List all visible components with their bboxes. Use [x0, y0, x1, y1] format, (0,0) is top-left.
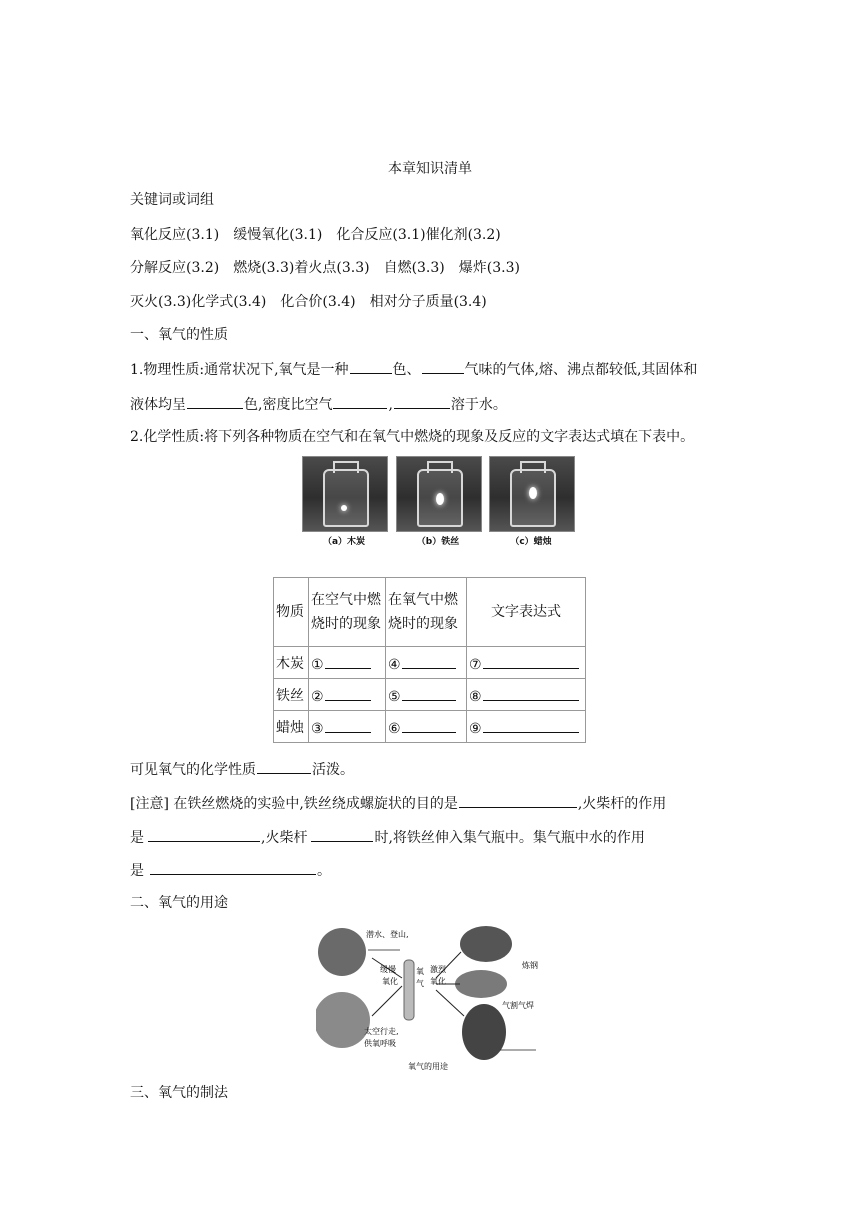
header-air: 在空气中燃 烧时的现象	[309, 578, 386, 647]
keywords-heading: 关键词或词组	[130, 192, 214, 208]
steelmaking-photo	[460, 926, 512, 962]
note-text-4: ,火柴杆	[261, 830, 308, 846]
intense-oxidation-label-2: 氧化	[430, 977, 446, 986]
blank-match-timing[interactable]	[311, 826, 373, 842]
note-text-1: [注意] 在铁丝燃烧的实验中,铁丝绕成螺旋状的目的是	[130, 796, 458, 812]
space-walk-label: 太空行走,	[364, 1027, 399, 1036]
slow-oxidation-label: 缓慢	[380, 965, 396, 974]
note-line-3	[130, 859, 730, 881]
breathing-label: 供氧呼吸	[364, 1039, 396, 1048]
keywords-line-2: 分解反应(3.2) 燃烧(3.3)着火点(3.3) 自燃(3.3) 爆炸(3.3)	[130, 260, 520, 276]
charcoal-jar-photo	[302, 456, 388, 532]
conclusion-line	[130, 758, 730, 780]
row-name: 铁丝	[274, 679, 309, 711]
physical-text-3: 气味的气体,熔、沸点都较低,其固体和	[464, 362, 698, 378]
conclusion-text-a: 可见氧气的化学性质	[130, 762, 256, 778]
physical-properties-line-2	[130, 393, 730, 415]
welding-label: 气割气焊	[502, 1001, 534, 1010]
candle-jar-photo	[489, 456, 575, 532]
photo-caption-b: （b）铁丝	[416, 537, 460, 547]
blank-activity[interactable]	[257, 758, 311, 774]
photo-caption-a: （a）木炭	[322, 537, 366, 547]
table-row	[274, 711, 586, 743]
header-substance: 物质	[274, 578, 309, 647]
row-name: 蜡烛	[274, 711, 309, 743]
header-oxygen: 在氧气中燃 烧时的现象	[386, 578, 467, 647]
cell-oxygen[interactable]: ⑥	[386, 711, 467, 743]
physical-text-1: 1.物理性质:通常状况下,氧气是一种	[130, 362, 349, 378]
note-text-3: 是	[130, 830, 144, 846]
slow-oxidation-label-2: 氧化	[382, 977, 398, 986]
physical-text-2: 色、	[392, 362, 421, 378]
combustion-table	[273, 577, 586, 743]
page-title: 本章知识清单	[388, 161, 472, 177]
note-line-2	[130, 826, 730, 848]
diagram-caption: 氧气的用途	[408, 1062, 448, 1071]
note-text-7: 。	[317, 863, 331, 879]
physical-text-4: 液体均呈	[130, 397, 186, 413]
cell-expression[interactable]: ⑨	[467, 711, 586, 743]
cell-air[interactable]: ①	[309, 647, 386, 679]
table-row	[274, 679, 586, 711]
conclusion-text-b: 活泼。	[312, 762, 354, 778]
section-2-heading: 二、氧气的用途	[130, 895, 228, 911]
intense-oxidation-label: 激烈	[430, 965, 446, 974]
diving-photo	[318, 928, 366, 976]
table-row	[274, 647, 586, 679]
note-text-6: 是	[130, 863, 144, 879]
cell-air[interactable]: ②	[309, 679, 386, 711]
oxygen-label-2: 气	[416, 979, 424, 988]
note-line-1	[130, 792, 730, 814]
keywords-line-1: 氧化反应(3.1) 缓慢氧化(3.1) 化合反应(3.1)催化剂(3.2)	[130, 227, 501, 243]
physical-text-6: ,	[388, 397, 393, 413]
photo-caption-c: （c）蜡烛	[510, 537, 552, 547]
cell-expression[interactable]: ⑦	[467, 647, 586, 679]
welding-photo	[455, 970, 507, 998]
table-header-row	[274, 578, 586, 647]
header-expression: 文字表达式	[467, 578, 586, 647]
physical-properties-line-1	[130, 358, 730, 380]
blank-density[interactable]	[333, 393, 387, 409]
blank-solubility[interactable]	[394, 393, 450, 409]
blank-match-role[interactable]	[148, 826, 260, 842]
blank-color[interactable]	[350, 358, 392, 374]
oxygen-uses-diagram	[316, 922, 546, 1082]
cell-oxygen[interactable]: ⑤	[386, 679, 467, 711]
iron-wire-jar-photo	[396, 456, 482, 532]
blank-solid-color[interactable]	[187, 393, 243, 409]
section-1-heading: 一、氧气的性质	[130, 327, 228, 343]
blank-smell[interactable]	[422, 358, 464, 374]
rocket-photo	[462, 1004, 506, 1060]
astronaut-photo	[316, 992, 370, 1048]
oxygen-label-1: 氧	[416, 967, 424, 976]
row-name: 木炭	[274, 647, 309, 679]
steelmaking-label: 炼钢	[522, 961, 538, 970]
cell-air[interactable]: ③	[309, 711, 386, 743]
section-3-heading: 三、氧气的制法	[130, 1085, 228, 1101]
cell-expression[interactable]: ⑧	[467, 679, 586, 711]
cell-oxygen[interactable]: ④	[386, 647, 467, 679]
physical-text-5: 色,密度比空气	[244, 397, 333, 413]
blank-water-role[interactable]	[150, 859, 316, 875]
dive-label: 潜水、登山,	[366, 930, 409, 939]
chemical-properties-line: 2.化学性质:将下列各种物质在空气和在氧气中燃烧的现象及反应的文字表达式填在下表中。	[130, 429, 695, 445]
oxygen-cylinder-icon	[404, 960, 414, 1020]
blank-spiral-purpose[interactable]	[459, 792, 577, 808]
physical-text-7: 溶于水。	[450, 397, 507, 413]
note-text-2: ,火柴杆的作用	[577, 796, 667, 812]
keywords-line-3: 灭火(3.3)化学式(3.4) 化合价(3.4) 相对分子质量(3.4)	[130, 294, 487, 310]
note-text-5: 时,将铁丝伸入集气瓶中。集气瓶中水的作用	[374, 830, 645, 846]
